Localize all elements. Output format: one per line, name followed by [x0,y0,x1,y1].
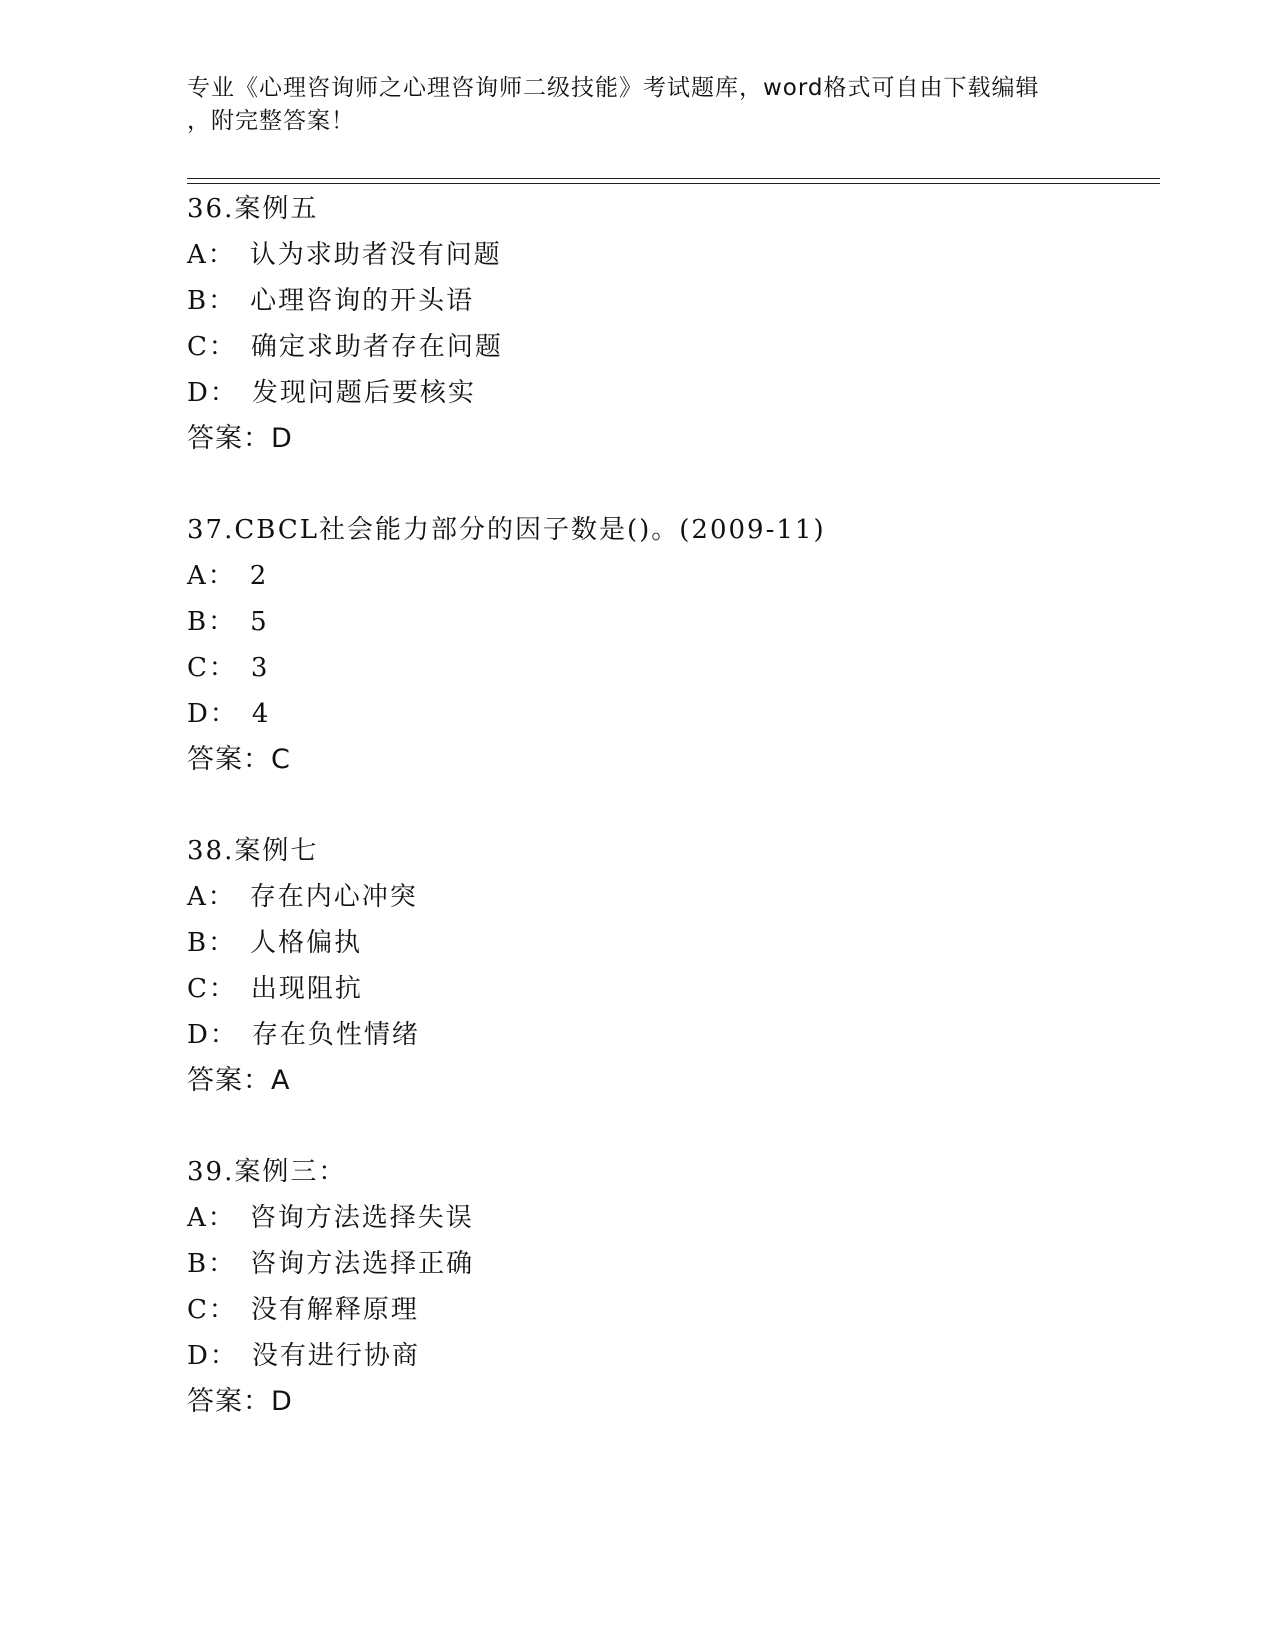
question-block [187,828,1147,1104]
option-text: 4 [251,699,271,729]
option-letter: B： [187,286,237,316]
option-c [187,324,1147,370]
option-text: 3 [250,653,270,683]
option-c [187,1287,1147,1333]
question-block [187,1149,1147,1425]
option-letter: C： [187,653,237,683]
option-text: 出现阻抗 [250,974,363,1004]
option-text: 没有解释原理 [250,1295,419,1325]
option-c [187,966,1147,1012]
option-d [187,691,1147,737]
question-title: 37.CBCL社会能力部分的因子数是()。(2009-11) [187,515,826,545]
option-letter: A： [187,1203,236,1233]
option-b [187,278,1147,324]
option-letter: B： [187,928,237,958]
question-block [187,186,1147,462]
option-d [187,1333,1147,1379]
option-text: 5 [250,607,269,637]
document-header [187,72,1087,138]
option-b [187,599,1147,645]
option-letter: B： [187,607,237,637]
option-letter: A： [187,561,236,591]
answer-line: 答案：A [187,1065,291,1096]
question-title: 38.案例七 [187,836,319,866]
option-text: 人格偏执 [250,928,363,958]
header-divider-top [187,178,1160,179]
option-text: 存在内心冲突 [249,882,418,912]
option-a [187,1195,1147,1241]
option-letter: D： [187,1020,238,1050]
option-text: 发现问题后要核实 [251,378,476,408]
option-letter: A： [187,240,236,270]
option-b [187,920,1147,966]
option-text: 心理咨询的开头语 [250,286,475,316]
option-letter: C： [187,1295,237,1325]
option-text: 2 [249,561,269,591]
question-block [187,507,1147,783]
answer-line: 答案：C [187,744,291,775]
answer-line: 答案：D [187,423,293,454]
option-letter: D： [187,1341,238,1371]
option-text: 咨询方法选择正确 [250,1249,475,1279]
option-letter: D： [187,699,238,729]
option-a [187,232,1147,278]
option-b [187,1241,1147,1287]
option-c [187,645,1147,691]
answer-line: 答案：D [187,1386,293,1417]
header-divider-bottom [187,183,1160,184]
question-title: 36.案例五 [187,194,319,224]
option-letter: C： [187,332,237,362]
option-letter: D： [187,378,238,408]
option-text: 确定求助者存在问题 [250,332,503,362]
option-text: 认为求助者没有问题 [249,240,502,270]
option-a [187,874,1147,920]
option-a [187,553,1147,599]
header-line-1: 专业《心理咨询师之心理咨询师二级技能》考试题库，word格式可自由下载编辑 [187,75,1040,101]
option-text: 存在负性情绪 [251,1020,420,1050]
option-d [187,1012,1147,1058]
option-text: 咨询方法选择失误 [249,1203,474,1233]
option-letter: C： [187,974,237,1004]
option-letter: A： [187,882,236,912]
question-title: 39.案例三： [187,1157,347,1187]
option-d [187,370,1147,416]
option-letter: B： [187,1249,237,1279]
header-line-2: ，附完整答案！ [187,108,355,134]
option-text: 没有进行协商 [251,1341,420,1371]
